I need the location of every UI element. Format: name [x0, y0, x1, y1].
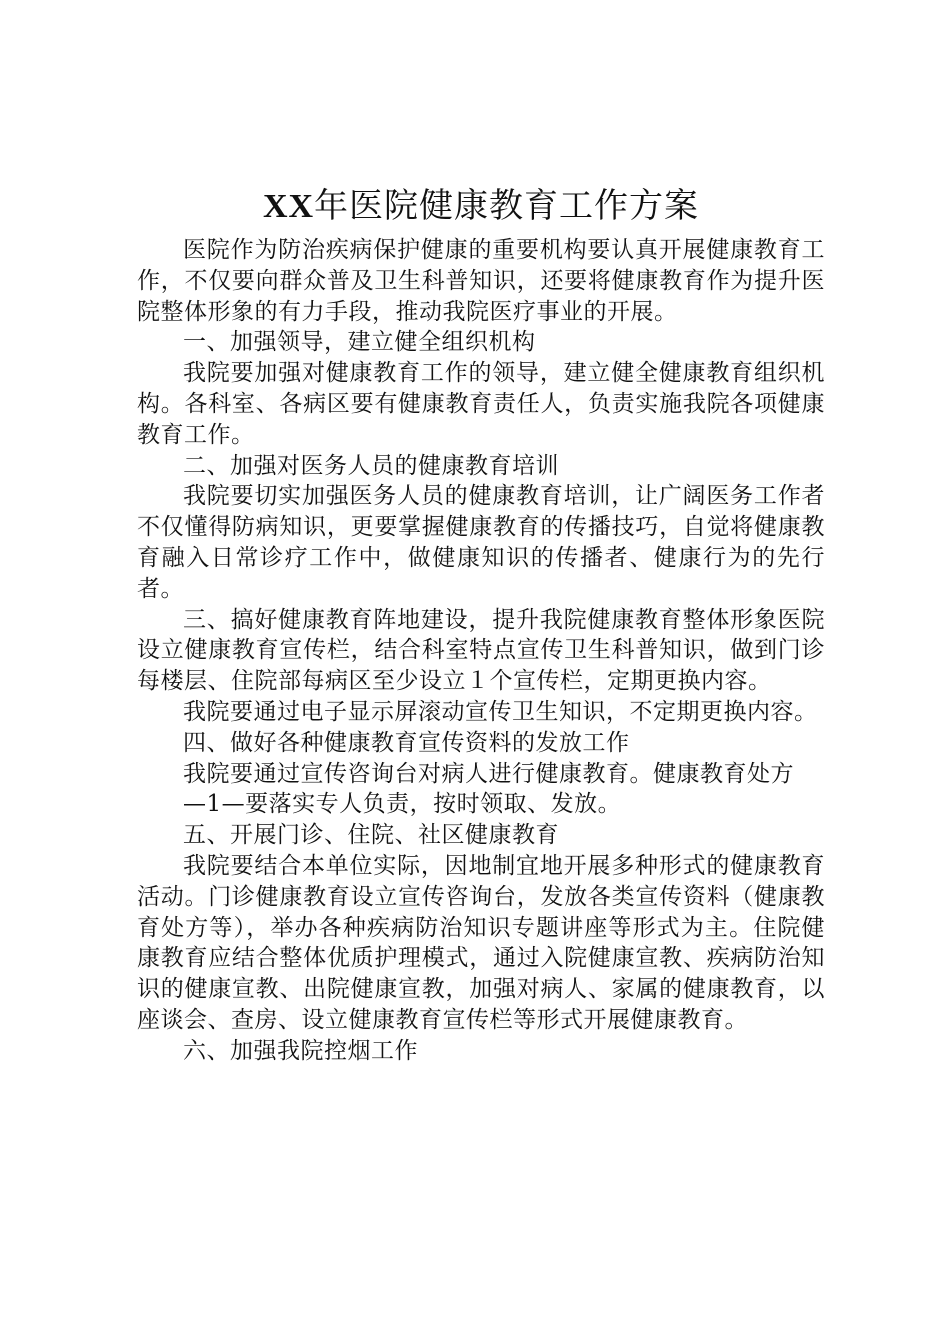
document-title-text: 年医院健康教育工作方案 [314, 186, 700, 226]
section-heading-4: 四、做好各种健康教育宣传资料的发放工作 [183, 729, 630, 756]
section-heading-5: 五、开展门诊、住院、社区健康教育 [183, 822, 559, 849]
section-body-1: 我院要加强对健康教育工作的领导，建立健全健康教育组织机构。各科室、各病区要有健康教育责任人，负责实施我院各项健康教育工作。 [137, 360, 825, 448]
section-heading-3: 三、搞好健康教育阵地建设，提升我院健康教育整体形象医院设立健康教育宣传栏，结合科室特点宣传卫生科普知识，做到门诊每楼层、住院部每病区至少设立１个宣传栏，定期更换内容。 [137, 606, 825, 695]
document-page [137, 182, 825, 1067]
section-body-2: 我院要切实加强医务人员的健康教育培训，让广阔医务工作者不仅懂得防病知识，更要掌握健康教育的传播技巧，自觉将健康教育融入日常诊疗工作中，做健康知识的传播者、健康行为的先行者。 [137, 483, 825, 602]
document-title [137, 182, 825, 231]
section-heading-6: 六、加强我院控烟工作 [183, 1037, 418, 1064]
section-body-4-continued: —1—要落实专人负责，按时领取、发放。 [183, 791, 622, 818]
section-body-5: 我院要结合本单位实际，因地制宜地开展多种形式的健康教育活动。门诊健康教育设立宣传咨询台，发放各类宣传资料（健康教育处方等），举办各种疾病防治知识专题讲座等形式为主。住院健康教育应结合整体优质护理模式，通过入院健康宣教、疾病防治知识的健康宣教、出院健康宣教，加强对病人、家属的健康教育，以座谈会、查房、设立健康教育宣传栏等形式开展健康教育。 [137, 852, 825, 1033]
section-heading-1: 一、加强领导，建立健全组织机构 [183, 329, 536, 356]
section-heading-2: 二、加强对医务人员的健康教育培训 [183, 452, 559, 479]
section-body-4: 我院要通过宣传咨询台对病人进行健康教育。健康教育处方 [183, 760, 794, 787]
intro-paragraph: 医院作为防治疾病保护健康的重要机构要认真开展健康教育工作，不仅要向群众普及卫生科普知识，还要将健康教育作为提升医院整体形象的有力手段，推动我院医疗事业的开展。 [137, 237, 825, 325]
section-body-3: 我院要通过电子显示屏滚动宣传卫生知识，不定期更换内容。 [183, 698, 818, 725]
document-title-latin: XX [262, 188, 315, 225]
